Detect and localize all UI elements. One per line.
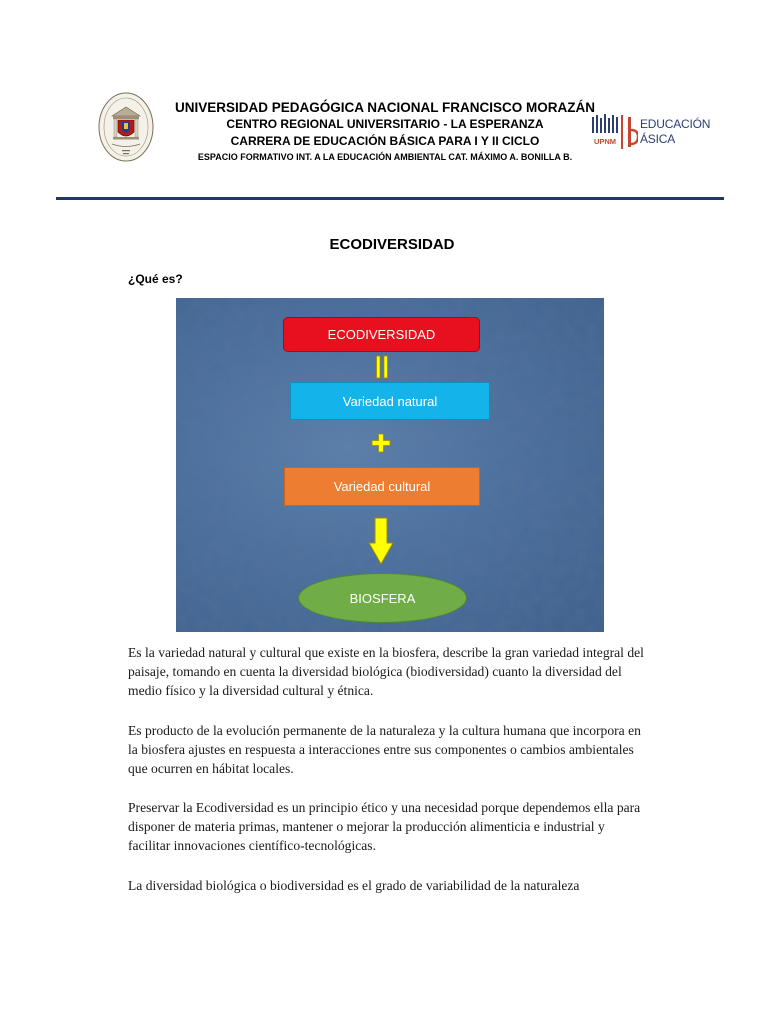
document-header xyxy=(160,99,610,164)
university-name: UNIVERSIDAD PEDAGÓGICA NACIONAL FRANCISCO MORAZÁN xyxy=(174,100,595,115)
logo-divider xyxy=(621,115,623,149)
regional-center: CENTRO REGIONAL UNIVERSITARIO - LA ESPERANZA xyxy=(226,117,544,131)
biosfera-ellipse: BIOSFERA xyxy=(298,573,467,623)
career-name: CARRERA DE EDUCACIÓN BÁSICA PARA I Y II CICLO xyxy=(230,134,540,148)
ecodiversity-diagram xyxy=(176,298,604,632)
paragraph-biodiversity: La diversidad biológica o biodiversidad es el grado de variabilidad de la naturaleza xyxy=(128,878,580,893)
variedad-cultural-box: Variedad cultural xyxy=(284,467,480,506)
section-question: ¿Qué es? xyxy=(128,272,183,286)
paragraph-preservation: Preservar la Ecodiversidad es un principio ético y una necesidad porque dependemos ella para disponer de materia primas, mantener o mejorar la producción alimenticia e industrial y facilitar innovaciones científico-tecnológicas. xyxy=(128,800,641,853)
page-title: ECODIVERSIDAD xyxy=(329,236,455,253)
ecodiversidad-box: ECODIVERSIDAD xyxy=(283,317,480,352)
header-divider xyxy=(56,197,724,200)
upnm-logo-text: UPNM xyxy=(593,137,617,146)
equals-sign-icon xyxy=(375,355,389,379)
paragraph-evolution: Es producto de la evolución permanente de la naturaleza y la cultura humana que incorpora en la biosfera ajustes en respuesta a interacciones entre sus componentes o cambios ambientales que ocurren en hábitat locales. xyxy=(128,723,641,776)
logo-text-educacion: EDUCACIÓN xyxy=(640,117,711,131)
letter-b-icon xyxy=(626,117,638,147)
variedad-natural-box: Variedad natural xyxy=(290,382,490,420)
plus-sign-icon xyxy=(371,433,391,453)
upnm-logo xyxy=(590,113,620,149)
down-arrow-icon xyxy=(368,517,394,565)
university-seal-logo xyxy=(98,92,154,162)
logo-text-basica: ÁSICA xyxy=(640,132,676,146)
course-and-instructor: ESPACIO FORMATIVO INT. A LA EDUCACIÓN AMBIENTAL CAT. MÁXIMO A. BONILLA B. xyxy=(197,152,573,162)
paragraph-definition: Es la variedad natural y cultural que existe en la biosfera, describe la gran variedad integral del paisaje, tomando en cuenta la diversidad biológica (biodiversidad) cuanto la diversidad del medio físico y la diversidad cultural y étnica. xyxy=(128,645,644,698)
